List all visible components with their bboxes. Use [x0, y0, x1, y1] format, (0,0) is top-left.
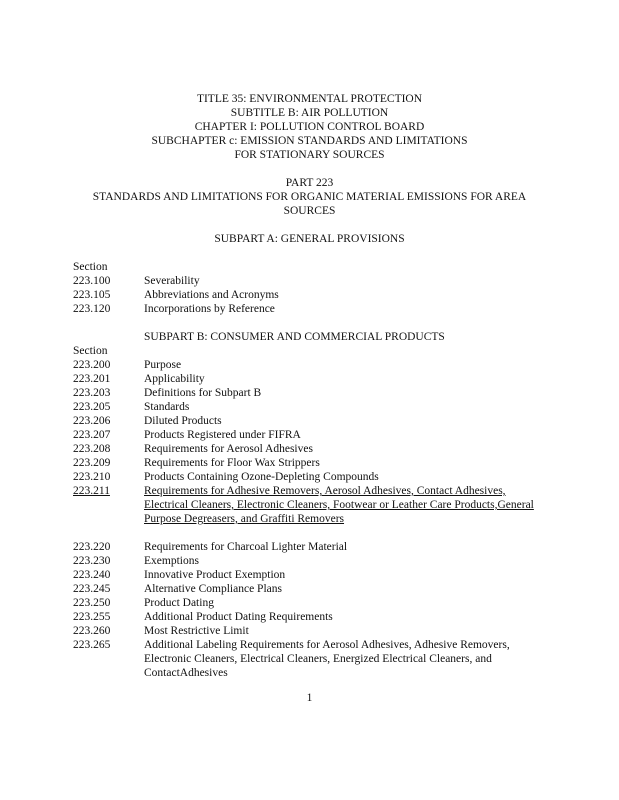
- section-title: Standards: [144, 401, 190, 413]
- section-title: Additional Product Dating Requirements: [144, 611, 333, 623]
- section-number: 223.245: [73, 583, 111, 595]
- section-title: Requirements for Floor Wax Strippers: [144, 457, 320, 469]
- subchapter-heading-cont: FOR STATIONARY SOURCES: [234, 149, 385, 161]
- subtitle-heading: SUBTITLE B: AIR POLLUTION: [230, 107, 389, 119]
- part-title-line1: STANDARDS AND LIMITATIONS FOR ORGANIC MATERIAL EMISSIONS FOR AREA: [92, 191, 527, 203]
- section-number: 223.200: [73, 359, 111, 371]
- section-number: 223.105: [73, 289, 111, 301]
- section-number: 223.211: [73, 485, 110, 497]
- section-title: Applicability: [144, 373, 205, 385]
- section-number: 223.210: [73, 471, 111, 483]
- section-number: 223.265: [73, 639, 111, 651]
- section-number: 223.100: [73, 275, 111, 287]
- section-number: 223.260: [73, 625, 111, 637]
- part-number: PART 223: [285, 177, 334, 189]
- section-number: 223.205: [73, 401, 111, 413]
- chapter-heading: CHAPTER I: POLLUTION CONTROL BOARD: [194, 121, 425, 133]
- section-title: Requirements for Aerosol Adhesives: [144, 443, 313, 455]
- section-number: 223.120: [73, 303, 111, 315]
- section-title: Exemptions: [144, 555, 199, 567]
- page-number: 1: [306, 692, 313, 704]
- title-heading: TITLE 35: ENVIRONMENTAL PROTECTION: [196, 93, 423, 105]
- section-number: 223.250: [73, 597, 111, 609]
- section-title: Innovative Product Exemption: [144, 569, 286, 581]
- section-number: 223.230: [73, 555, 111, 567]
- section-title: Additional Labeling Requirements for Aerosol Adhesives, Adhesive Removers, Electronic Cleaners, Electrical Cleaners, Energized Electrical Cleaners, and ContactAdhesives: [144, 639, 510, 679]
- section-number: 223.207: [73, 429, 111, 441]
- section-title: Products Registered under FIFRA: [144, 429, 301, 441]
- section-number: 223.209: [73, 457, 111, 469]
- section-title: Abbreviations and Acronyms: [144, 289, 279, 301]
- section-title: Definitions for Subpart B: [144, 387, 262, 399]
- subchapter-heading: SUBCHAPTER c: EMISSION STANDARDS AND LIMITATIONS: [151, 135, 468, 147]
- section-label-b: Section: [73, 345, 108, 357]
- section-title: Most Restrictive Limit: [144, 625, 249, 637]
- section-title: Requirements for Adhesive Removers, Aerosol Adhesives, Contact Adhesives, Electrical Cleaners, Electronic Cleaners, Footwear or Leather Care Products,General Purpose Degreasers, and Graffiti Removers: [144, 485, 534, 525]
- section-number: 223.255: [73, 611, 111, 623]
- section-title: Purpose: [144, 359, 182, 371]
- section-title: Products Containing Ozone-Depleting Compounds: [144, 471, 379, 483]
- section-title: Diluted Products: [144, 415, 222, 427]
- section-number: 223.201: [73, 373, 111, 385]
- section-number: 223.206: [73, 415, 111, 427]
- section-number: 223.220: [73, 541, 111, 553]
- subpart-a-heading: SUBPART A: GENERAL PROVISIONS: [214, 233, 405, 245]
- section-number: 223.240: [73, 569, 111, 581]
- section-title: Alternative Compliance Plans: [144, 583, 282, 595]
- section-number: 223.203: [73, 387, 111, 399]
- section-title: Incorporations by Reference: [144, 303, 275, 315]
- section-title: Severability: [144, 275, 200, 287]
- section-title: Requirements for Charcoal Lighter Material: [144, 541, 348, 553]
- section-label-a: Section: [73, 261, 108, 273]
- section-title: Product Dating: [144, 597, 214, 609]
- part-title-line2: SOURCES: [283, 205, 336, 217]
- subpart-b-heading: SUBPART B: CONSUMER AND COMMERCIAL PRODUCTS: [144, 331, 445, 343]
- section-number: 223.208: [73, 443, 111, 455]
